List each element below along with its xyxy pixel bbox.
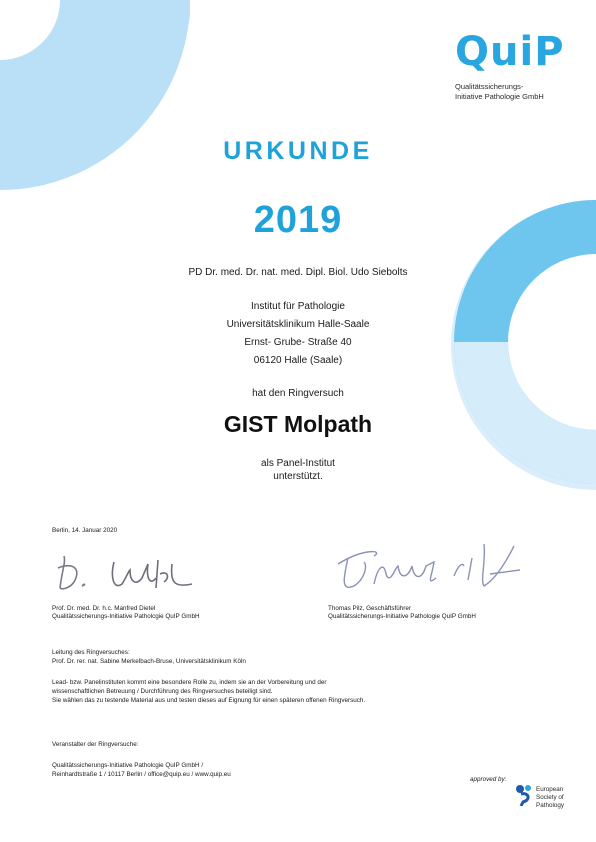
- organizer-line2: Reinhardtstraße 1 / 10117 Berlin / office@quip.eu / www.quip.eu: [52, 771, 231, 778]
- lead-name: Prof. Dr. rer. nat. Sabine Merkelbach-Bruse, Universitätsklinikum Köln: [52, 658, 246, 665]
- address-line: Institut für Pathologie: [251, 301, 345, 312]
- logo-subtitle-line1: Qualitätssicherungs-: [455, 82, 524, 91]
- intro-text: hat den Ringversuch: [252, 388, 344, 399]
- esp-name-line1: European: [536, 786, 564, 793]
- organizer-line1: Qualitätssicherungs-Initiative Patholcgie QuIP GmbH /: [52, 762, 204, 769]
- note-line2: wissenschaftlichen Betreuung / Durchführung des Ringversuches beteiligt sind.: [52, 688, 273, 695]
- place-date: Berlin, 14. Januar 2020: [52, 527, 118, 534]
- program-name: GIST Molpath: [223, 411, 373, 437]
- note-line1: Lead- bzw. Panelinstituten kommt eine besondere Rolle zu, indem sie an der Vorbereitung und der: [52, 679, 327, 686]
- esp-logo-icon: [513, 782, 535, 806]
- approved-label: approved by:: [470, 776, 507, 783]
- signer-right-org: Qualitätssicherungs-Initiative Pathologie QuIP GmbH: [328, 613, 476, 620]
- address-line: 06120 Halle (Saale): [253, 355, 343, 366]
- certificate-title: URKUNDE: [223, 137, 373, 165]
- role-line2: unterstützt.: [273, 471, 323, 482]
- signer-left-name: Prof. Dr. med. Dr. h.c. Manfred Dietel: [52, 605, 156, 612]
- lead-heading: Leitung des Ringversuches:: [52, 649, 130, 656]
- address-line: Universitätsklinikum Halle-Saale: [226, 319, 370, 330]
- note-line3: Sie wählen das zu testende Material aus und testen dieses auf Eignung für einen späteren offenen Ringversuch.: [52, 697, 366, 704]
- signer-right-name: Thomas Pilz, Geschäftsführer: [328, 605, 411, 612]
- esp-name-line3: Pathology: [536, 802, 565, 809]
- address-line: Ernst- Grube- Straße 40: [244, 337, 352, 348]
- esp-name-line2: Society of: [536, 794, 564, 801]
- certificate-year: 2019: [253, 199, 343, 241]
- signer-left-org: Qualitätssicherungs-Initiative Patholcgie QuIP GmbH: [52, 613, 200, 620]
- quip-logo: QuiP: [455, 29, 565, 75]
- signature-right-image: [334, 536, 534, 602]
- organizer-heading: Veranstalter der Ringversuche:: [52, 741, 139, 748]
- signature-left-image: [52, 548, 212, 600]
- logo-subtitle-line2: Initiative Pathologie GmbH: [455, 92, 544, 101]
- role-line1: als Panel-Institut: [261, 458, 335, 469]
- recipient-name: PD Dr. med. Dr. nat. med. Dipl. Biol. Udo Siebolts: [188, 267, 408, 278]
